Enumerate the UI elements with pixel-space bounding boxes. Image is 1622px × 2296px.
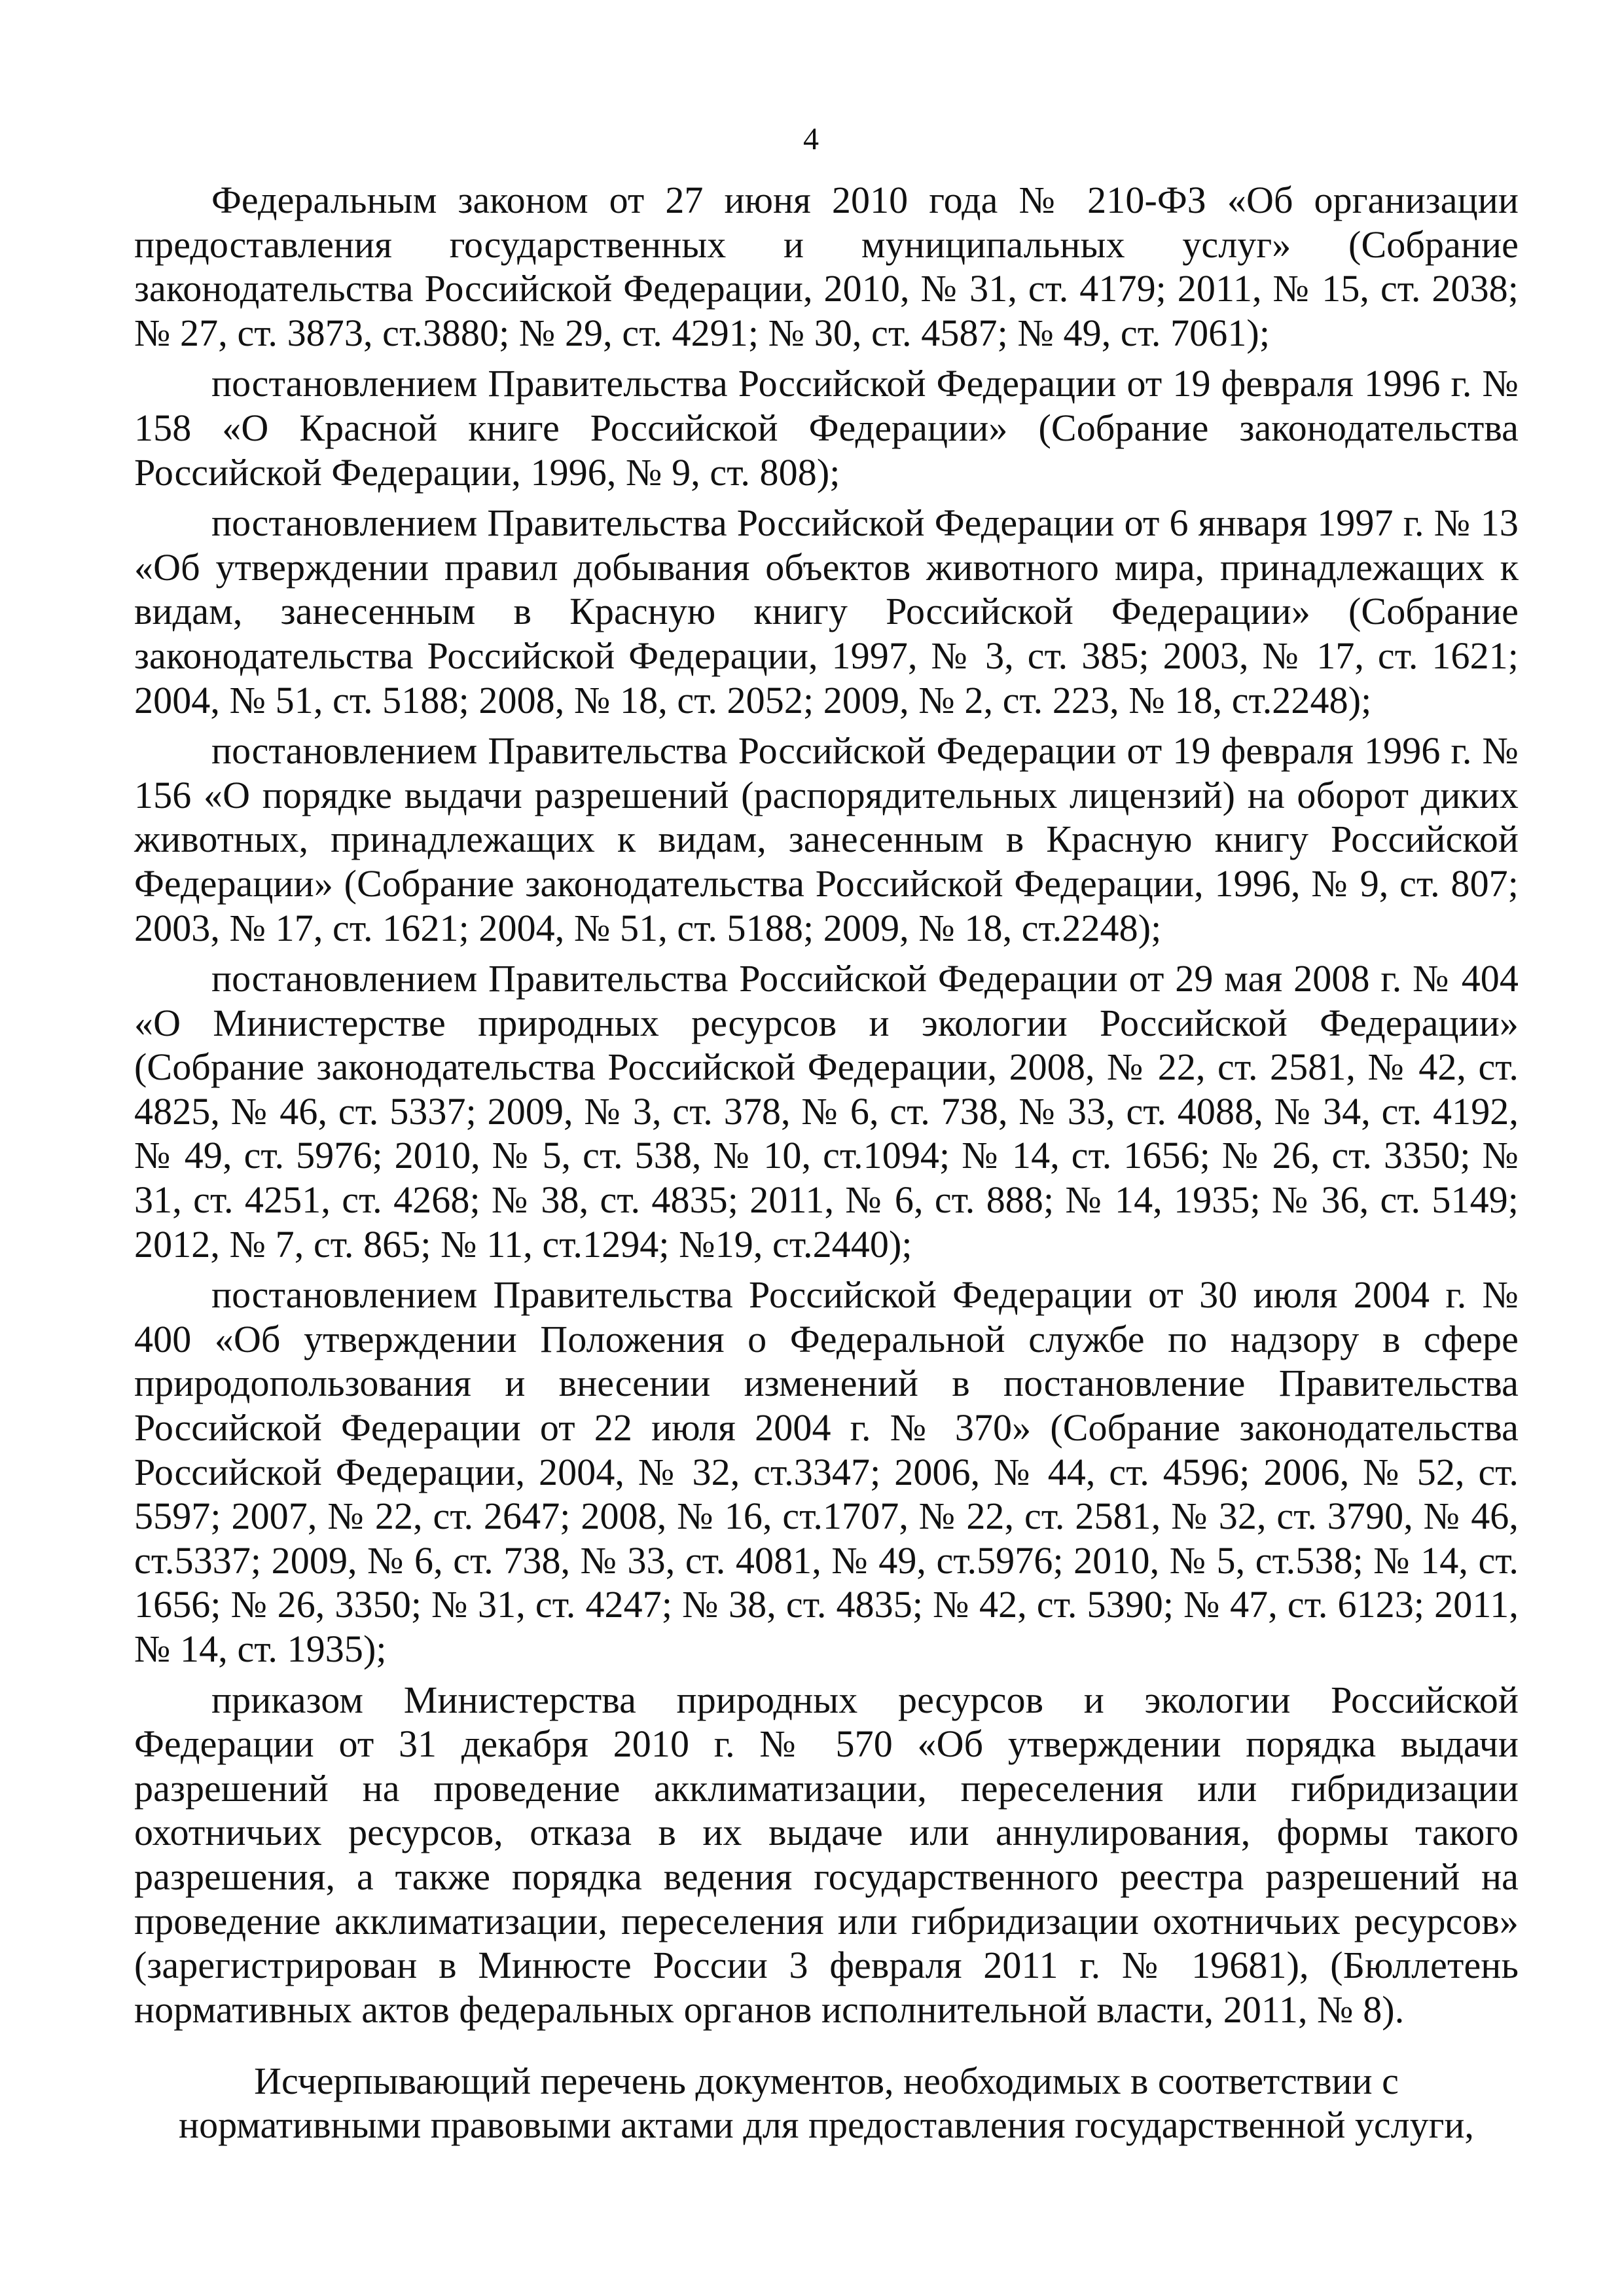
section-heading-line-1: Исчерпывающий перечень документов, необходимых в соответствии с	[254, 2060, 1399, 2102]
paragraph-resolution-400: постановлением Правительства Российской Федерации от 30 июля 2004 г. № 400 «Об утверждении Положения о Федеральной службе по надзору в сфере природопользования и внесении изменений в постановление Правительства Российской Федерации от 22 июля 2004 г. № 370» (Собрание законодательства Российской Федерации, 2004, № 32, ст.3347; 2006, № 44, ст. 4596; 2006, № 52, ст. 5597; 2007, № 22, ст. 2647; 2008, № 16, ст.1707, № 22, ст. 2581, № 32, ст. 3790, № 46, ст.5337; 2009, № 6, ст. 738, № 33, ст. 4081, № 49, ст.5976; 2010, № 5, ст.538; № 14, ст. 1656; № 26, 3350; № 31, ст. 4247; № 38, ст. 4835; № 42, ст. 5390; № 47, ст. 6123; 2011, № 14, ст. 1935);	[134, 1273, 1519, 1670]
legal-basis-list	[134, 178, 1519, 2038]
section-heading	[134, 2059, 1519, 2147]
paragraph-federal-law-210: Федеральным законом от 27 июня 2010 года № 210-ФЗ «Об организации предоставления государственных и муниципальных услуг» (Собрание законодательства Российской Федерации, 2010, № 31, ст. 4179; 2011, № 15, ст. 2038; № 27, ст. 3873, ст.3880; № 29, ст. 4291; № 30, ст. 4587; № 49, ст. 7061);	[134, 179, 1519, 354]
paragraph-resolution-13: постановлением Правительства Российской Федерации от 6 января 1997 г. № 13 «Об утверждении правил добывания объектов животного мира, принадлежащих к видам, занесенным в Красную книгу Российской Федерации» (Собрание законодательства Российской Федерации, 1997, № 3, ст. 385; 2003, № 17, ст. 1621; 2004, № 51, ст. 5188; 2008, № 18, ст. 2052; 2009, № 2, ст. 223, № 18, ст.2248);	[134, 501, 1519, 721]
page-number: 4	[803, 122, 819, 156]
section-heading-line-2: нормативными правовыми актами для предоставления государственной услуги,	[179, 2104, 1474, 2146]
paragraph-resolution-156: постановлением Правительства Российской Федерации от 19 февраля 1996 г. № 156 «О порядке выдачи разрешений (распорядительных лицензий) на оборот диких животных, принадлежащих к видам, занесенным в Красную книгу Российской Федерации» (Собрание законодательства Российской Федерации, 1996, № 9, ст. 807; 2003, № 17, ст. 1621; 2004, № 51, ст. 5188; 2009, № 18, ст.2248);	[134, 729, 1519, 949]
paragraph-order-570: приказом Министерства природных ресурсов и экологии Российской Федерации от 31 декабря 2010 г. № 570 «Об утверждении порядка выдачи разрешений на проведение акклиматизации, переселения или гибридизации охотничьих ресурсов, отказа в их выдаче или аннулирования, формы такого разрешения, а также порядка ведения государственного реестра разрешений на проведение акклиматизации, переселения или гибридизации охотничьих ресурсов» (зарегистрирован в Минюсте России 3 февраля 2011 г. № 19681), (Бюллетень нормативных актов федеральных органов исполнительной власти, 2011, № 8).	[134, 1678, 1519, 2031]
paragraph-resolution-404: постановлением Правительства Российской Федерации от 29 мая 2008 г. № 404 «О Министерстве природных ресурсов и экологии Российской Федерации» (Собрание законодательства Российской Федерации, 2008, № 22, ст. 2581, № 42, ст. 4825, № 46, ст. 5337; 2009, № 3, ст. 378, № 6, ст. 738, № 33, ст. 4088, № 34, ст. 4192, № 49, ст. 5976; 2010, № 5, ст. 538, № 10, ст.1094; № 14, ст. 1656; № 26, ст. 3350; № 31, ст. 4251, ст. 4268; № 38, ст. 4835; 2011, № 6, ст. 888; № 14, 1935; № 36, ст. 5149; 2012, № 7, ст. 865; № 11, ст.1294; №19, ст.2440);	[134, 957, 1519, 1266]
paragraph-resolution-158: постановлением Правительства Российской Федерации от 19 февраля 1996 г. № 158 «О Красной книге Российской Федерации» (Собрание законодательства Российской Федерации, 1996, № 9, ст. 808);	[134, 362, 1519, 494]
